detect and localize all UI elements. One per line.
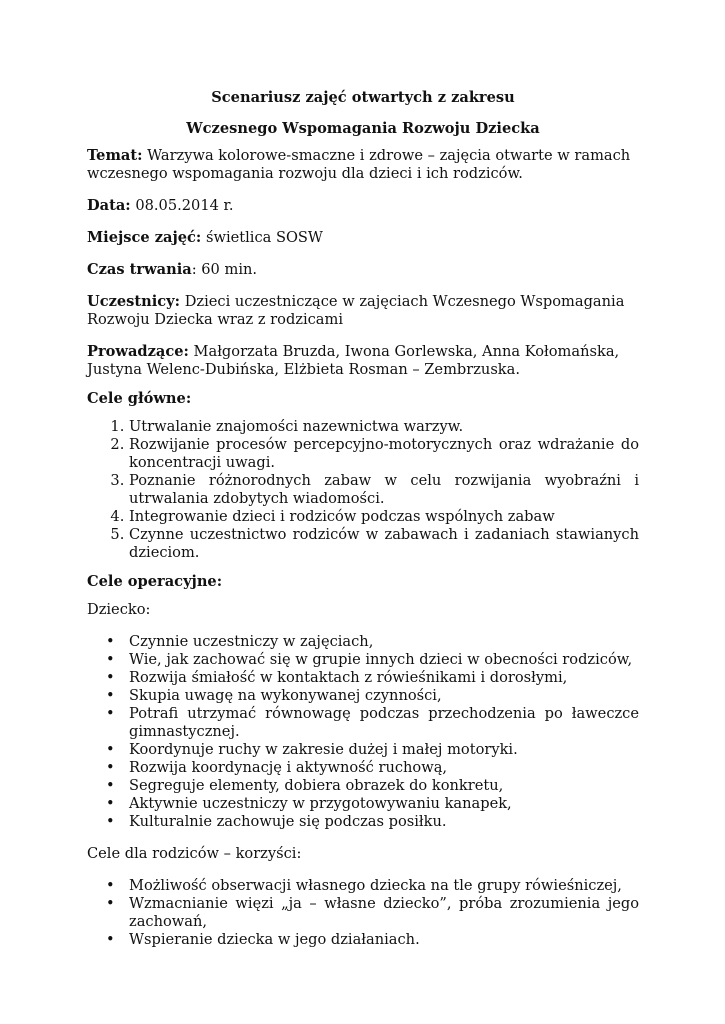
duration-paragraph: [87, 261, 639, 279]
list-item: [87, 931, 639, 949]
date-label: Data:: [87, 197, 131, 214]
date-paragraph: [87, 197, 639, 215]
main-goals-heading: Cele główne:: [87, 390, 192, 407]
bullet-icon: •: [106, 687, 115, 704]
bullet-icon: •: [106, 741, 115, 758]
participants-paragraph: [87, 293, 639, 329]
child-subheading: Dziecko:: [87, 601, 151, 618]
list-item: [87, 777, 639, 795]
bullet-icon: •: [106, 651, 115, 668]
list-item: [87, 759, 639, 777]
document-title-line1: Scenariusz zajęć otwartych z zakresu: [211, 89, 515, 106]
list-item: 2. Rozwijanie procesów percepcyjno-motorycznych oraz wdrażanie do koncentracji uwagi.: [129, 436, 639, 472]
bullet-icon: •: [106, 795, 115, 812]
participants-text: Dzieci uczestniczące w zajęciach Wczesnego Wspomagania Rozwoju Dziecka wraz z rodzicami: [87, 293, 625, 328]
list-item: [87, 895, 639, 931]
list-item: [87, 669, 639, 687]
list-item-text: Segreguje elementy, dobiera obrazek do konkretu,: [129, 777, 504, 794]
list-item: 3. Poznanie różnorodnych zabaw w celu rozwijania wyobraźni i utrwalania zdobytych wiadomości.: [129, 472, 639, 508]
bullet-icon: •: [106, 813, 115, 830]
bullet-icon: •: [106, 877, 115, 894]
place-text: świetlica SOSW: [201, 229, 323, 246]
list-item: [87, 705, 639, 741]
participants-label: Uczestnicy:: [87, 293, 181, 310]
list-item-text: Potrafi utrzymać równowagę podczas przechodzenia po ławeczce gimnastycznej.: [129, 705, 639, 740]
main-goals-list: [87, 418, 639, 562]
list-item-text: Aktywnie uczestniczy w przygotowywaniu kanapek,: [129, 795, 512, 812]
bullet-icon: •: [106, 705, 115, 722]
list-item-text: Czynnie uczestniczy w zajęciach,: [129, 633, 374, 650]
list-item-text: Rozwija śmiałość w kontaktach z rówieśnikami i dorosłymi,: [129, 669, 568, 686]
list-item: [87, 651, 639, 669]
date-text: 08.05.2014 r.: [130, 197, 234, 214]
bullet-icon: •: [106, 777, 115, 794]
list-item: [87, 741, 639, 759]
list-item: 1. Utrwalanie znajomości nazewnictwa warzyw.: [129, 418, 639, 436]
list-item: [87, 813, 639, 831]
temat-label: Temat:: [87, 147, 143, 164]
list-item: 4. Integrowanie dzieci i rodziców podczas wspólnych zabaw: [129, 508, 639, 526]
list-item: [87, 877, 639, 895]
temat-text: Warzywa kolorowe-smaczne i zdrowe – zajęcia otwarte w ramach wczesnego wspomagania rozwoju dla dzieci i ich rodziców.: [87, 147, 631, 182]
list-item: 5. Czynne uczestnictwo rodziców w zabawach i zadaniach stawianych dzieciom.: [129, 526, 639, 562]
duration-text: : 60 min.: [191, 261, 258, 278]
place-paragraph: [87, 229, 639, 247]
list-item-text: Koordynuje ruchy w zakresie dużej i małej motoryki.: [129, 741, 518, 758]
list-item-text: Kulturalnie zachowuje się podczas posiłku.: [129, 813, 447, 830]
leaders-text: Małgorzata Bruzda, Iwona Gorlewska, Anna Kołomańska, Justyna Welenc-Dubińska, Elżbieta Rosman – Zembrzuska.: [87, 343, 620, 378]
list-item: [87, 687, 639, 705]
list-item-text: Skupia uwagę na wykonywanej czynności,: [129, 687, 442, 704]
bullet-icon: •: [106, 759, 115, 776]
document-title-line2: Wczesnego Wspomagania Rozwoju Dziecka: [186, 120, 540, 137]
list-item: [87, 795, 639, 813]
operational-goals-heading: Cele operacyjne:: [87, 573, 223, 590]
list-item-text: Możliwość obserwacji własnego dziecka na tle grupy rówieśniczej,: [129, 877, 622, 894]
list-item-text: Wspieranie dziecka w jego działaniach.: [129, 931, 420, 948]
bullet-icon: •: [106, 669, 115, 686]
parents-subheading: Cele dla rodziców – korzyści:: [87, 845, 302, 862]
leaders-paragraph: [87, 343, 639, 379]
list-item-text: Rozwija koordynację i aktywność ruchową,: [129, 759, 448, 776]
list-item-text: Wzmacnianie więzi „ja – własne dziecko”, próba zrozumienia jego zachowań,: [129, 895, 639, 930]
bullet-icon: •: [106, 633, 115, 650]
parents-goals-list: [87, 877, 639, 949]
bullet-icon: •: [106, 895, 115, 912]
child-goals-list: [87, 633, 639, 831]
place-label: Miejsce zajęć:: [87, 229, 202, 246]
list-item: [87, 633, 639, 651]
list-item-text: Wie, jak zachować się w grupie innych dzieci w obecności rodziców,: [129, 651, 633, 668]
bullet-icon: •: [106, 931, 115, 948]
leaders-label: Prowadzące:: [87, 343, 189, 360]
temat-paragraph: [87, 147, 639, 183]
duration-label: Czas trwania: [87, 261, 192, 278]
